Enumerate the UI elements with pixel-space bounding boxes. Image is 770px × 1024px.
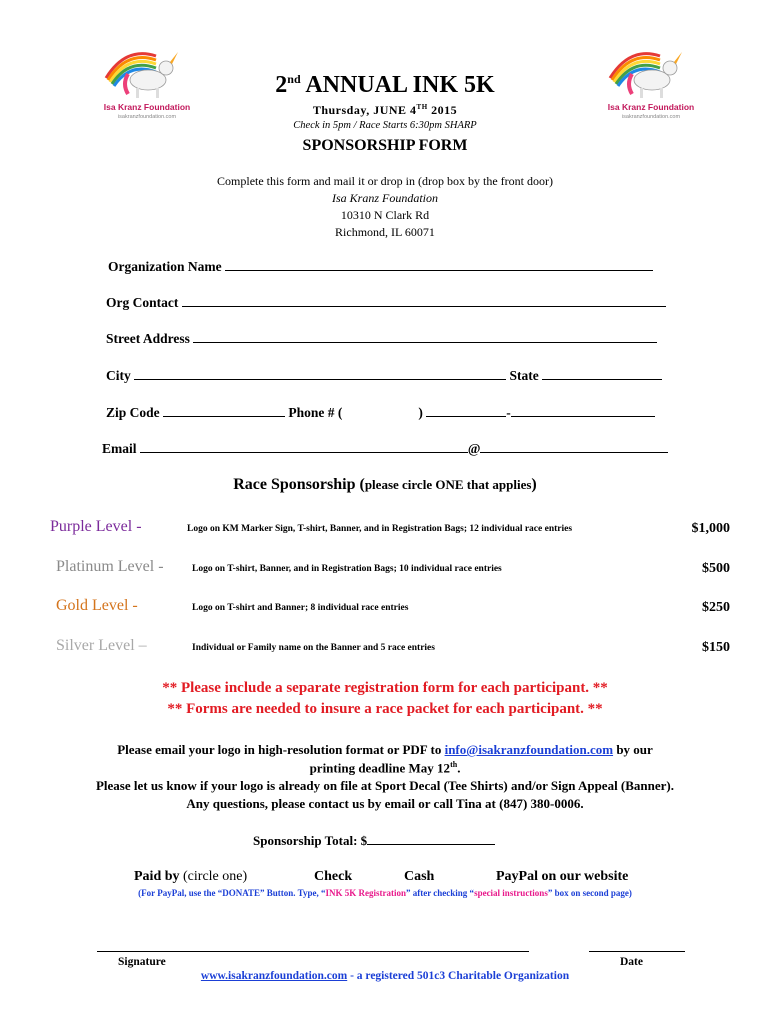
level-description: Logo on T-shirt and Banner; 8 individual race entries [192,603,409,613]
logo-url: isakranzfoundation.com [621,114,681,120]
notice-packet: ** Forms are needed to insure a race packet for each participant. ** [167,701,603,717]
email-field[interactable]: Email @ [102,440,668,457]
level-price: $1,000 [691,521,730,536]
org-name-field[interactable]: Organization Name [108,258,653,275]
logo-name: Isa Kranz Foundation [103,102,191,112]
street-address-field[interactable]: Street Address [106,330,657,347]
website-link[interactable]: www.isakranzfoundation.com [200,970,348,982]
level-name: Purple Level - [50,518,142,535]
level-description: Logo on KM Marker Sign, T-shirt, Banner, and in Registration Bags; 12 individual race entries [187,524,573,534]
event-date: Thursday, JUNE 4TH 2015 [312,103,458,117]
level-name: Silver Level – [56,637,147,654]
level-price: $250 [702,600,730,615]
notice-registration: ** Please include a separate registration form for each participant. ** [162,680,608,696]
event-title: 2nd ANNUAL INK 5K [275,72,495,98]
questions-note: Any questions, please contact us by email or call Tina at (847) 380-0006. [186,796,584,811]
org-contact-field[interactable]: Org Contact [106,294,666,311]
level-name: Gold Level - [56,597,138,614]
pay-option-paypal[interactable]: PayPal on our website [496,869,629,884]
file-note: Please let us know if your logo is already on file at Sport Decal (Tee Shirts) and/or Sign Appeal (Banner). [95,778,675,793]
logo-url: isakranzfoundation.com [117,114,177,120]
date-label: Date [620,956,643,968]
level-price: $500 [702,561,730,576]
sponsorship-total-field[interactable]: Sponsorship Total: $ [253,832,495,849]
date-line[interactable] [589,951,685,952]
paid-by-label: Paid by (circle one) [134,869,248,884]
checkin-time: Check in 5pm / Race Starts 6:30pm SHARP [293,120,477,131]
mail-org: Isa Kranz Foundation [331,191,438,205]
level-description: Individual or Family name on the Banner and 5 race entries [192,643,435,653]
pay-option-cash[interactable]: Cash [404,869,435,884]
mail-street: 10310 N Clark Rd [340,208,430,222]
pay-option-check[interactable]: Check [314,869,353,884]
form-title: SPONSORSHIP FORM [302,137,468,154]
email-logo-note: Please email your logo in high-resolution format or PDF to info@isakranzfoundation.com by our [117,742,653,757]
city-field[interactable]: City State [106,367,662,384]
logo-name: Isa Kranz Foundation [607,102,695,112]
signature-line[interactable] [97,951,529,952]
level-description: Logo on T-shirt, Banner, and in Registration Bags; 10 individual race entries [192,564,502,574]
email-link[interactable]: info@isakranzfoundation.com [444,742,614,757]
level-price: $150 [702,640,730,655]
mail-instructions: Complete this form and mail it or drop in (drop box by the front door) [217,174,553,188]
race-sponsorship-heading: Race Sponsorship (please circle ONE that applies) [233,476,537,493]
footer-line: www.isakranzfoundation.com - a registered 501c3 Charitable Organization [200,970,570,982]
level-name: Platinum Level - [56,558,164,575]
paypal-instructions: (For PayPal, use the “DONATE” Button. Type, “INK 5K Registration” after checking “special instructions” box on second page) [138,888,632,898]
mail-city: Richmond, IL 60071 [335,225,435,239]
signature-label: Signature [118,956,166,968]
deadline-note: printing deadline May 12th. [309,760,461,776]
zip-phone-field[interactable]: Zip Code Phone # ( ) - [106,404,655,421]
